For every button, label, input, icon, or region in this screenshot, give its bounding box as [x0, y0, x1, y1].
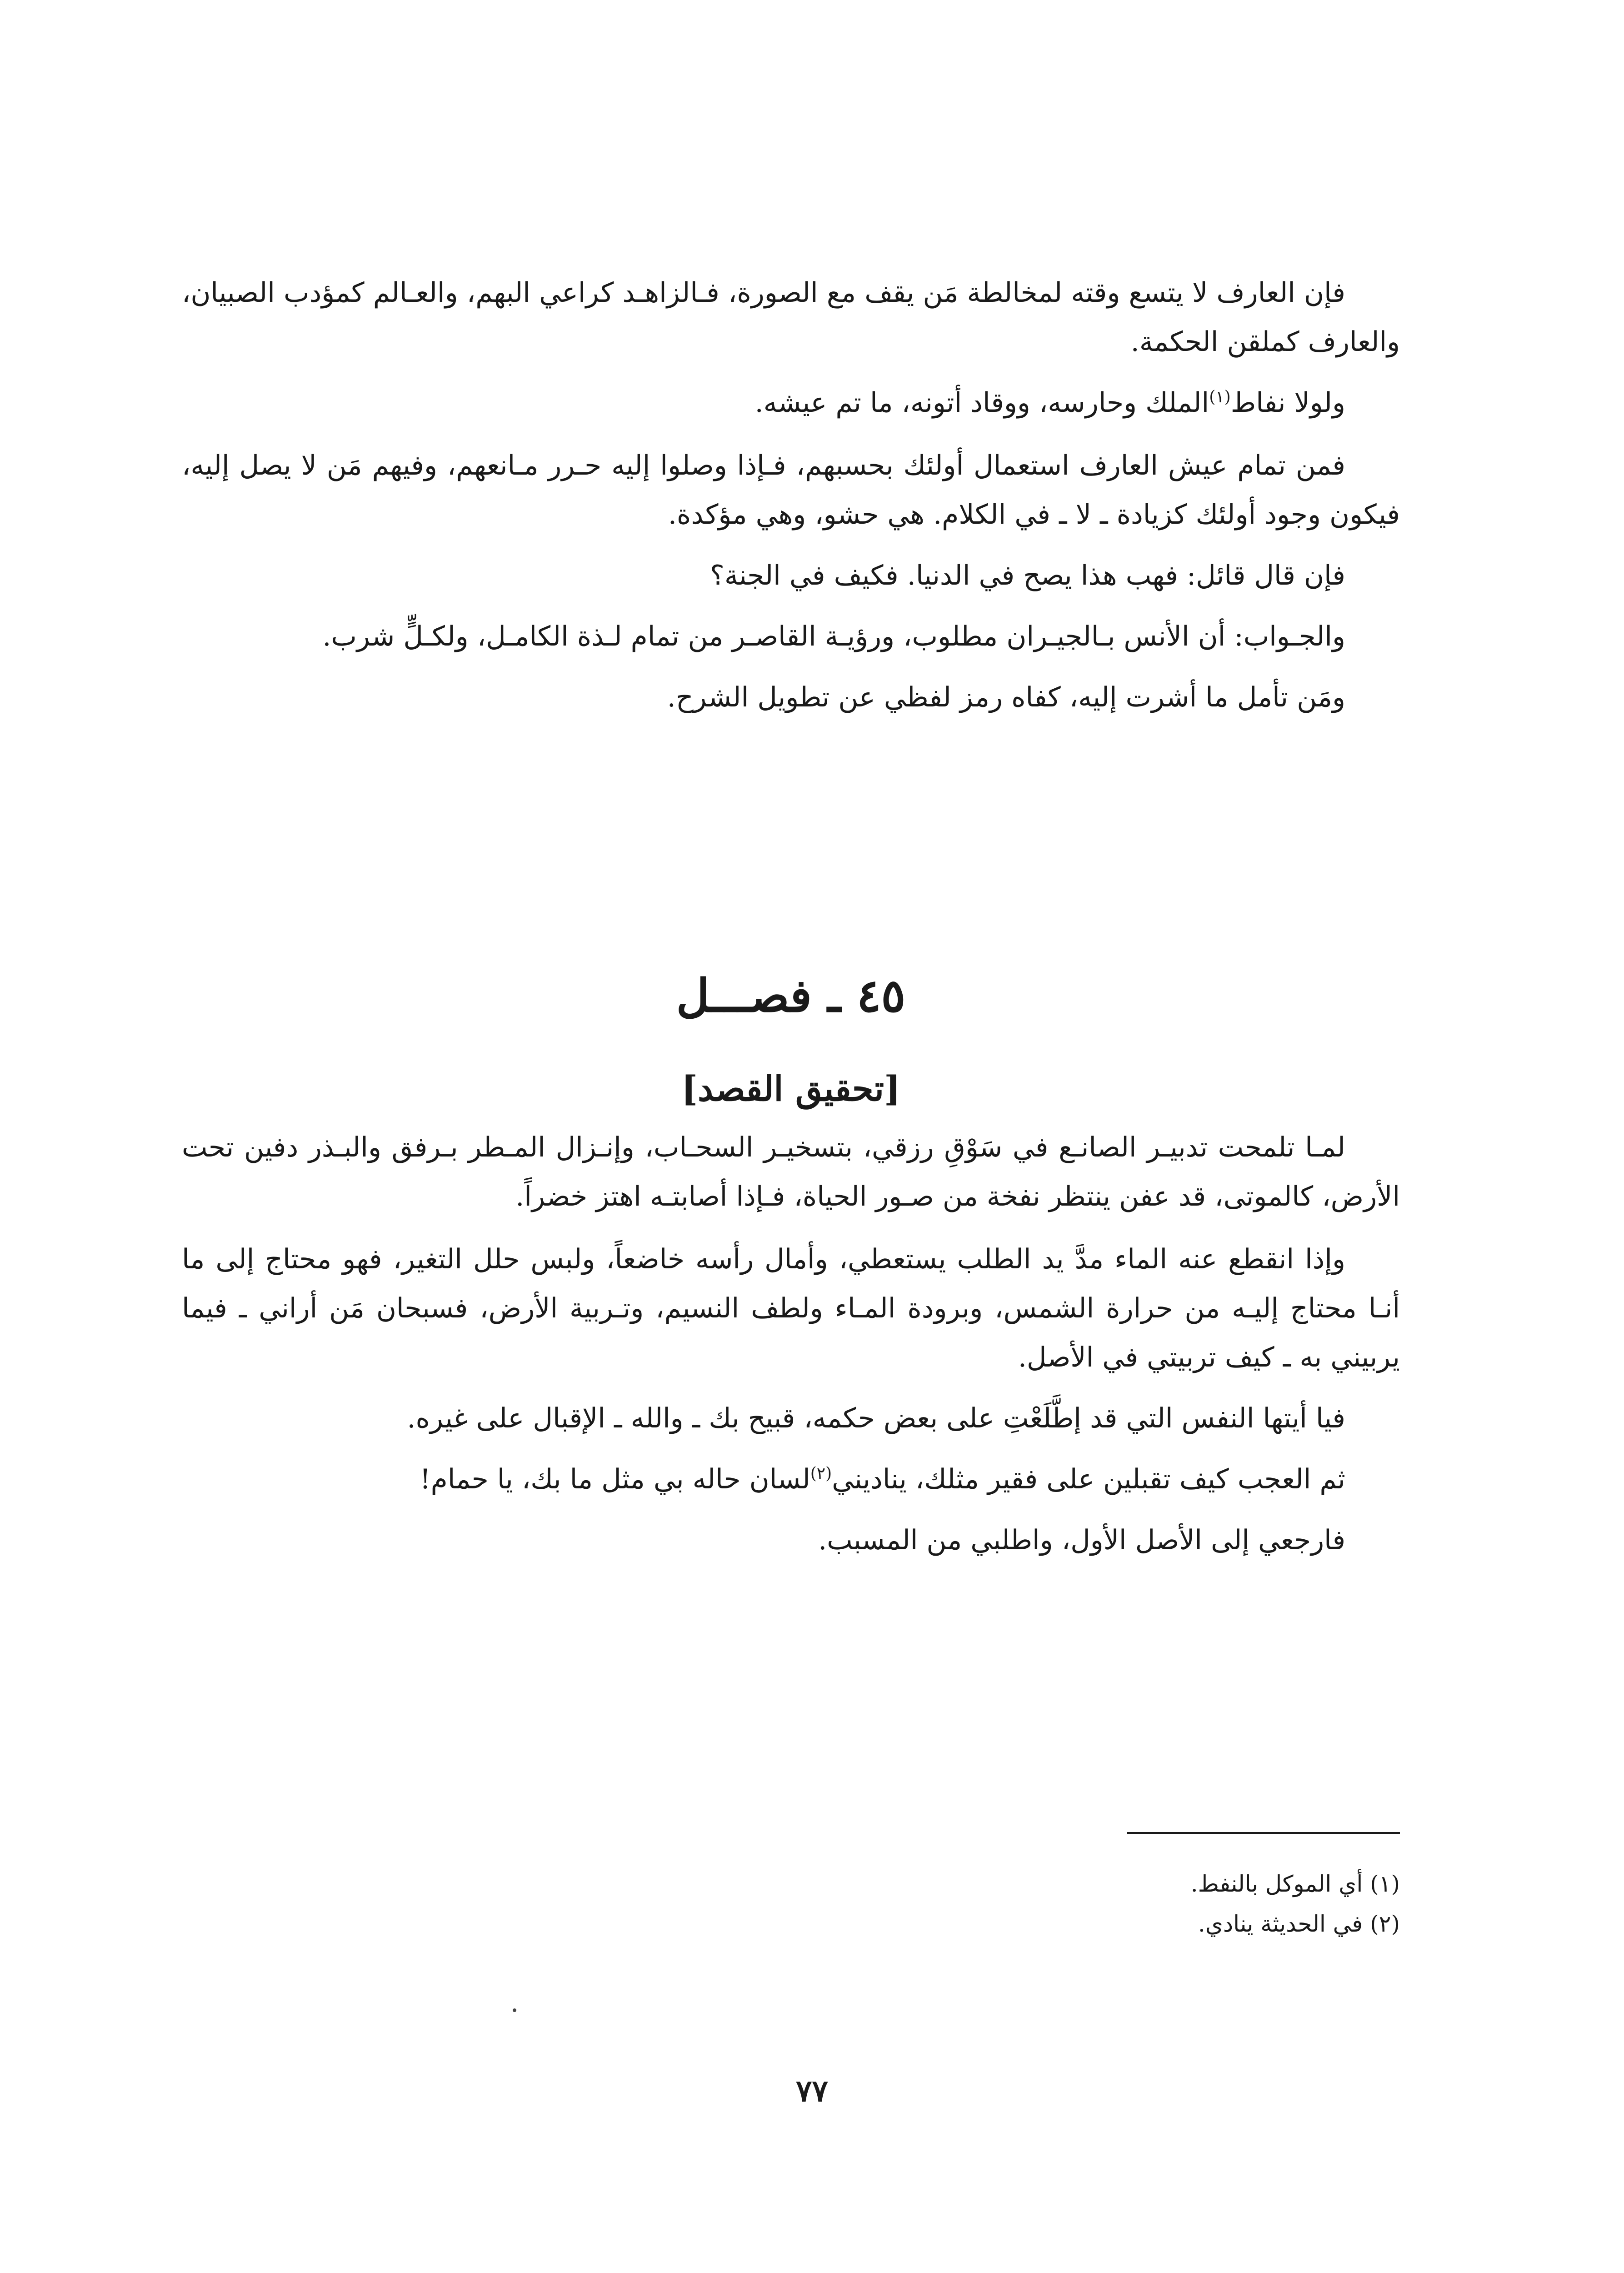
paragraph-2-rest: الملك وحارسه، ووقاد أتونه، ما تم عيشه. [755, 387, 1209, 419]
paragraph-5: والجـواب: أن الأنس بـالجيـران مطلوب، ورؤيـة القاصـر من تمام لـذة الكامـل، ولكـلٍّ شرب. [322, 621, 1345, 652]
footnotes [182, 1864, 1400, 1944]
paragraph-1: فإن العارف لا يتسع وقته لمخالطة مَن يقف مع الصورة، فـالزاهـد كراعي البهم، والعـالم كمؤدب الصبيان، والعارف كملقن الحكمة. [182, 277, 1400, 358]
page-number: ٧٧ [796, 2073, 828, 2108]
footnote-ref-1: (١) [1209, 388, 1231, 406]
paragraph-10-rest: لسان حاله بي مثل ما بك، يا حمام! [420, 1463, 810, 1495]
footnote-2: (٢) في الحديثة ينادي. [1198, 1911, 1400, 1937]
paragraph-10-start: ثم العجب كيف تقبلين على فقير مثلك، يناديني [832, 1463, 1345, 1495]
paragraph-7: لمـا تلمحت تدبيـر الصانـع في سَوْقِ رزقي، بتسخيـر السحـاب، وإنـزال المـطر بـرفق والبـذر دفين تحت الأرض، كالموتى، قد عفن ينتظر نفخة من صـور الحياة، فـإذا أصابتـه اهتز خضراً. [182, 1131, 1400, 1212]
paragraph-2 [182, 378, 1400, 427]
paragraph-6: ومَن تأمل ما أشرت إليه، كفاه رمز لفظي عن تطويل الشرح. [667, 681, 1345, 713]
paragraph-3: فمن تمام عيش العارف استعمال أولئك بحسبهم، فـإذا وصلوا إليه حـرر مـانعهم، وفيهم مَن لا يصل إليه، فيكون وجود أولئك كزيادة ـ لا ـ في الكلام. هي حشو، وهي مؤكدة. [182, 450, 1400, 531]
paragraph-2-start: ولولا نفاط [1230, 387, 1345, 419]
section-heading: ٤٥ ـ فصـــل [676, 969, 906, 1022]
text-block-top [182, 268, 1400, 722]
section-subtitle: [تحقيق القصد] [681, 1068, 900, 1109]
paragraph-11: فارجعي إلى الأصل الأول، واطلبي من المسبب. [818, 1524, 1345, 1556]
footnote-divider [1127, 1832, 1400, 1834]
footnote-ref-2: (٢) [810, 1464, 832, 1483]
paragraph-9: فيا أيتها النفس التي قد إطَّلَعْتِ على بعض حكمه، قبيح بك ـ والله ـ الإقبال على غيره. [407, 1402, 1345, 1434]
text-block-bottom [182, 1123, 1400, 1565]
scan-speck [513, 2008, 516, 2012]
paragraph-10 [182, 1455, 1400, 1504]
paragraph-4: فإن قال قائل: فهب هذا يصح في الدنيا. فكيف في الجنة؟ [710, 560, 1345, 591]
paragraph-8: وإذا انقطع عنه الماء مدَّ يد الطلب يستعطي، وأمال رأسه خاضعاً، ولبس حلل التغير، فهو محتاج إلى ما أنـا محتاج إليـه من حرارة الشمس، وبرودة المـاء ولطف النسيم، وتـربية الأرض، فسبحان مَن أراني ـ فيما يربيني به ـ كيف تربيتي في الأصل. [182, 1243, 1400, 1373]
footnote-1: (١) أي الموكل بالنفط. [1190, 1871, 1400, 1897]
